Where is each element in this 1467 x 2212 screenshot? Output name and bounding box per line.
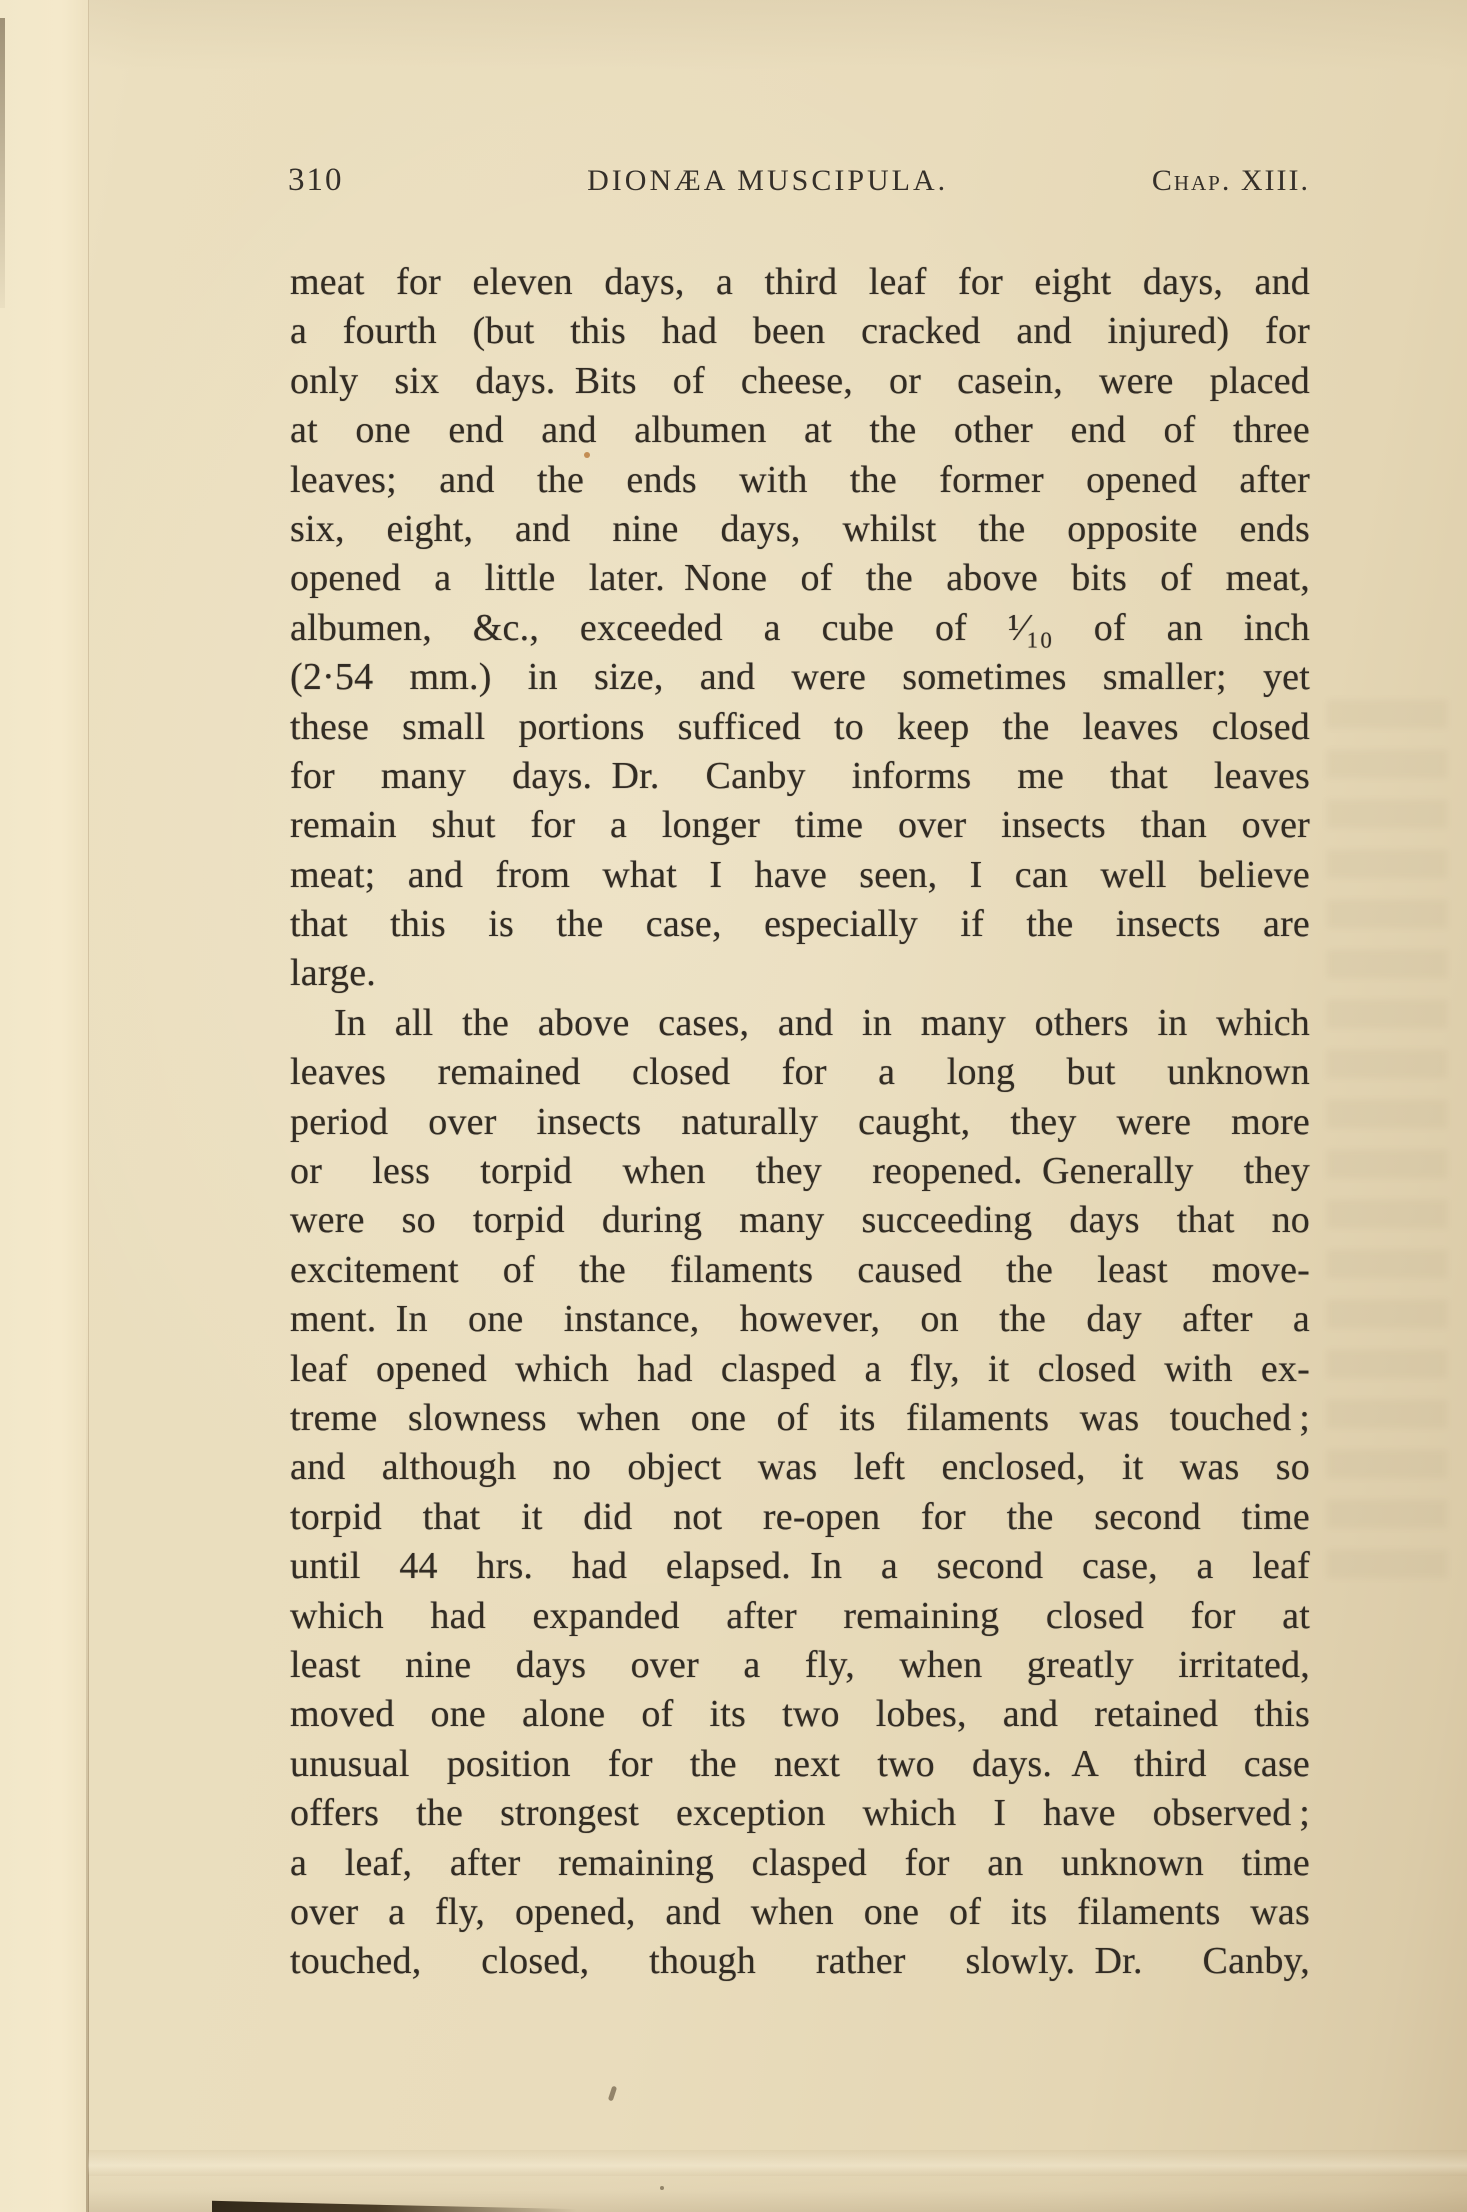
page-text-block bbox=[290, 258, 1310, 1987]
text-line: these small portions sufficed to keep the leaves closed bbox=[290, 705, 1310, 748]
text-line: touched, closed, though rather slowly. Dr. Canby, bbox=[290, 1940, 1310, 1983]
text-line: In all the above cases, and in many others in which bbox=[334, 1001, 1310, 1044]
text-line: large. bbox=[290, 952, 376, 995]
text-line: a leaf, after remaining clasped for an unknown time bbox=[290, 1841, 1310, 1884]
text-line: ment. In one instance, however, on the day after a bbox=[290, 1298, 1310, 1341]
page-left-edge bbox=[0, 0, 89, 2212]
text-line: which had expanded after remaining closed for at bbox=[290, 1594, 1310, 1637]
text-line: for many days. Dr. Canby informs me that leaves bbox=[290, 754, 1310, 797]
page-number: 310 bbox=[288, 162, 344, 198]
text-line: six, eight, and nine days, whilst the opposite ends bbox=[290, 507, 1310, 550]
text-line: or less torpid when they reopened. Generally they bbox=[290, 1150, 1310, 1193]
text-line: (2·54 mm.) in size, and were sometimes smaller; yet bbox=[290, 656, 1310, 699]
ink-speck bbox=[608, 2086, 617, 2102]
ink-speck bbox=[584, 452, 590, 458]
text-line: treme slowness when one of its filaments was touched ; bbox=[290, 1396, 1310, 1439]
ink-speck bbox=[660, 2186, 664, 2190]
text-line: leaves remained closed for a long but unknown bbox=[290, 1051, 1310, 1094]
text-line: remain shut for a longer time over insects than over bbox=[290, 804, 1310, 847]
running-title: DIONÆA MUSCIPULA. bbox=[587, 164, 949, 197]
bleedthrough-smudge bbox=[1327, 700, 1447, 1600]
text-line: only six days. Bits of cheese, or casein, were placed bbox=[290, 359, 1310, 402]
text-line: leaf opened which had clasped a fly, it closed with ex- bbox=[290, 1347, 1310, 1390]
text-line: opened a little later. None of the above bits of meat, bbox=[290, 557, 1310, 600]
text-line: until 44 hrs. had elapsed. In a second case, a leaf bbox=[290, 1545, 1310, 1588]
text-line: at one end and albumen at the other end of three bbox=[290, 409, 1310, 452]
text-line: were so torpid during many succeeding days that no bbox=[290, 1199, 1310, 1242]
text-line: period over insects naturally caught, they were more bbox=[290, 1100, 1310, 1143]
text-line: that this is the case, especially if the insects are bbox=[290, 903, 1310, 946]
text-line: meat; and from what I have seen, I can well believe bbox=[290, 853, 1310, 896]
chapter-label: Chap. XIII. bbox=[1151, 164, 1310, 197]
text-line: moved one alone of its two lobes, and retained this bbox=[290, 1693, 1310, 1736]
text-line: a fourth (but this had been cracked and injured) for bbox=[290, 310, 1310, 353]
text-line: over a fly, opened, and when one of its filaments was bbox=[290, 1890, 1310, 1933]
text-line: unusual position for the next two days. A third case bbox=[290, 1742, 1310, 1785]
text-line: excitement of the filaments caused the least move- bbox=[290, 1248, 1310, 1291]
text-line: offers the strongest exception which I have observed ; bbox=[290, 1792, 1310, 1835]
bottom-edge-shadow bbox=[212, 2196, 577, 2212]
bottom-light-band bbox=[88, 2150, 1467, 2176]
text-line: torpid that it did not re-open for the second time bbox=[290, 1495, 1310, 1538]
text-line: meat for eleven days, a third leaf for eight days, and bbox=[290, 261, 1310, 303]
text-line: least nine days over a fly, when greatly irritated, bbox=[290, 1643, 1310, 1686]
text-line: leaves; and the ends with the former opened after bbox=[290, 458, 1310, 501]
page-header bbox=[288, 162, 1310, 199]
text-line: and although no object was left enclosed, it was so bbox=[290, 1446, 1310, 1489]
text-line: albumen, &c., exceeded a cube of ¹⁄₁₀ of an inch bbox=[290, 606, 1310, 649]
